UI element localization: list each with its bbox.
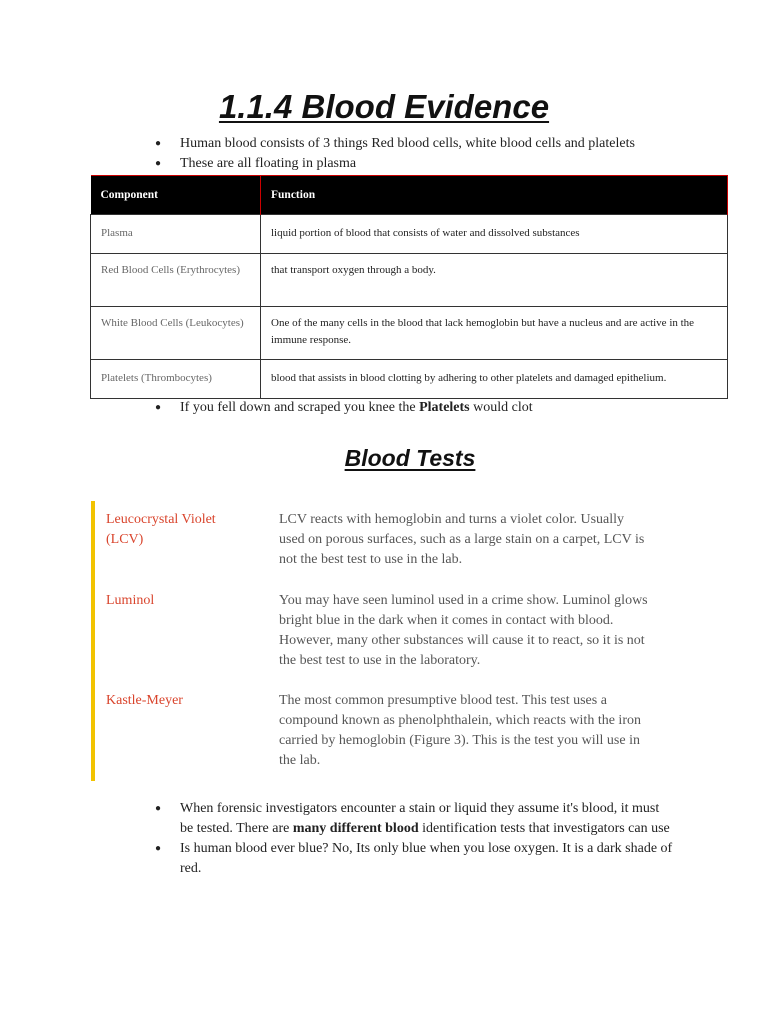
page-title: 1.1.4 Blood Evidence	[218, 88, 550, 125]
test-description: You may have seen luminol used in a crime show. Luminol glows bright blue in the dark when it comes in contact with blood. However, many other substances will cause it to react, so it is not the best test to use in the laboratory.	[279, 593, 648, 668]
component-cell: White Blood Cells (Leukocytes)	[91, 307, 261, 360]
table-row	[91, 360, 728, 399]
list-item	[155, 799, 675, 839]
text-span: identification tests that investigators can use	[418, 821, 670, 836]
function-cell: One of the many cells in the blood that lack hemoglobin but have a nucleus and are active in the immune response.	[261, 307, 728, 360]
text-span: Is human blood ever blue? No, Its only blue when you lose oxygen. It is a dark shade of red.	[180, 841, 673, 876]
list-item: ● These are all floating in plasma	[155, 154, 675, 174]
table-header-row	[91, 176, 728, 215]
test-name: Luminol	[106, 593, 155, 608]
section-title: Blood Tests	[344, 445, 476, 471]
test-name: Kastle-Meyer	[106, 693, 183, 708]
table-row	[91, 254, 728, 307]
test-description: The most common presumptive blood test. This test uses a compound known as phenolphthalein, which reacts with the iron carried by hemoglobin (Figure 3). This is the test you will use in the lab.	[279, 693, 641, 768]
text-span: would clot	[469, 400, 533, 415]
bold-text: many different blood	[292, 821, 419, 836]
blood-components-table	[90, 175, 728, 399]
intro-bullet-list	[155, 134, 675, 174]
column-header-component: Component	[91, 176, 261, 215]
text-span: When forensic investigators encounter a stain or liquid they assume it's blood, it must be tested. There are	[180, 801, 660, 836]
function-cell: blood that assists in blood clotting by adhering to other platelets and damaged epithelium.	[261, 360, 728, 399]
bold-text: Platelets	[419, 400, 470, 415]
function-cell: liquid portion of blood that consists of water and dissolved substances	[261, 215, 728, 254]
list-item	[155, 839, 675, 879]
column-header-function: Function	[261, 176, 728, 215]
closing-bullet-list	[155, 799, 675, 879]
test-description: LCV reacts with hemoglobin and turns a violet color. Usually used on porous surfaces, such as a large stain on a carpet, LCV is not the best test to use in the lab.	[279, 512, 645, 567]
text-span: If you fell down and scraped you knee the	[180, 400, 420, 415]
list-item	[155, 398, 675, 418]
platelets-bullet-list	[155, 398, 675, 418]
table-row	[91, 215, 728, 254]
test-name: Leucocrystal Violet (LCV)	[106, 512, 216, 547]
component-cell: Platelets (Thrombocytes)	[91, 360, 261, 399]
component-cell: Red Blood Cells (Erythrocytes)	[91, 254, 261, 307]
accent-bar	[91, 501, 95, 781]
table-row	[91, 307, 728, 360]
component-cell: Plasma	[91, 215, 261, 254]
function-cell: that transport oxygen through a body.	[261, 254, 728, 307]
list-item: ● Human blood consists of 3 things Red blood cells, white blood cells and platelets	[155, 134, 675, 154]
